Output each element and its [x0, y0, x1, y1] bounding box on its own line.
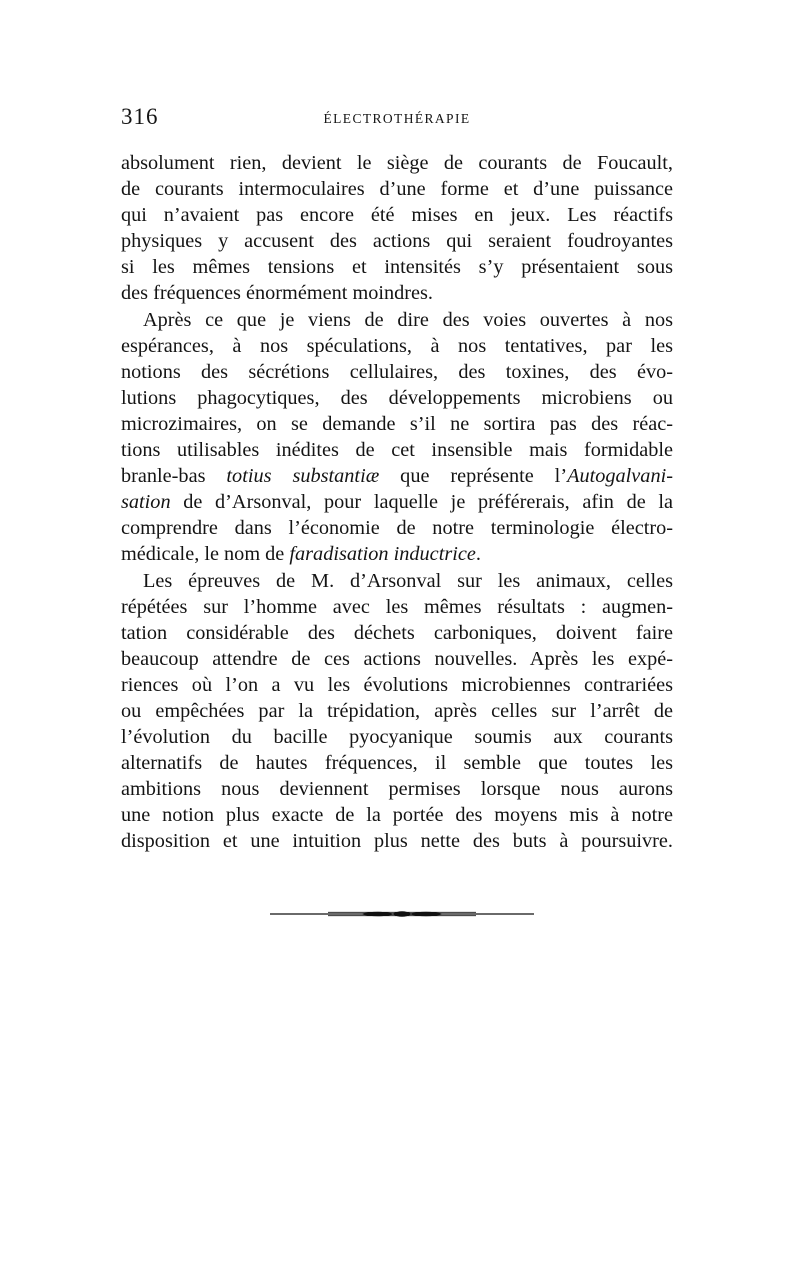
- text-line: si les mêmes tensions et intensités s’y présentaient sous: [121, 256, 673, 279]
- body-text: [121, 150, 673, 855]
- text-line: physiques y accusent des actions qui seraient foudroyantes: [121, 230, 673, 253]
- page-number: 316: [121, 104, 159, 129]
- text-line: médicale, le nom de faradisation inductrice.: [121, 543, 481, 566]
- text-line: de courants intermoculaires d’une forme et d’une puissance: [121, 178, 673, 201]
- text-line: des fréquences énormément moindres.: [121, 282, 433, 305]
- text-line: qui n’avaient pas encore été mises en jeux. Les réactifs: [121, 204, 673, 227]
- section-end-ornament: [268, 908, 536, 920]
- italic-phrase: totius substantiæ: [226, 465, 380, 488]
- page-header: [121, 104, 673, 144]
- text-line: disposition et une intuition plus nette des buts à poursuivre.: [121, 830, 673, 853]
- text-line: Après ce que je viens de dire des voies ouvertes à nos: [143, 308, 673, 331]
- text-line: comprendre dans l’économie de notre terminologie électro-: [121, 517, 673, 540]
- text-line: beaucoup attendre de ces actions nouvelles. Après les expé-: [121, 647, 673, 670]
- text-line: notions des sécrétions cellulaires, des toxines, des évo-: [121, 360, 673, 383]
- italic-phrase: sation: [121, 491, 171, 514]
- text-line: absolument rien, devient le siège de courants de Foucault,: [121, 152, 673, 174]
- text-line: riences où l’on a vu les évolutions microbiennes contrariées: [121, 673, 673, 696]
- text-line: branle-bas totius substantiæ que représente l’Autogalvani-: [121, 465, 673, 488]
- text-line: Les épreuves de M. d’Arsonval sur les animaux, celles: [143, 569, 673, 592]
- text-line: sation de d’Arsonval, pour laquelle je préférerais, afin de la: [121, 491, 673, 514]
- text-line: lutions phagocytiques, des développements microbiens ou: [121, 386, 673, 409]
- italic-phrase: Autogalvani-: [567, 465, 673, 488]
- text-line: tation considérable des déchets carboniques, doivent faire: [121, 621, 673, 644]
- text-line: l’évolution du bacille pyocyanique soumis aux courants: [121, 726, 673, 749]
- running-head: ÉLECTROTHÉRAPIE: [323, 111, 471, 126]
- text-line: une notion plus exacte de la portée des moyens mis à notre: [121, 804, 673, 827]
- text-line: répétées sur l’homme avec les mêmes résultats : augmen-: [121, 595, 673, 618]
- text-line: ou empêchées par la trépidation, après celles sur l’arrêt de: [121, 699, 673, 722]
- italic-phrase: faradisation inductrice: [289, 543, 476, 566]
- text-line: microzimaires, on se demande s’il ne sortira pas des réac-: [121, 412, 673, 435]
- text-line: espérances, à nos spéculations, à nos tentatives, par les: [121, 334, 673, 357]
- text-line: tions utilisables inédites de cet insensible mais formidable: [121, 439, 673, 462]
- text-line: ambitions nous deviennent permises lorsque nous aurons: [121, 778, 673, 801]
- text-line: alternatifs de hautes fréquences, il semble que toutes les: [121, 752, 673, 775]
